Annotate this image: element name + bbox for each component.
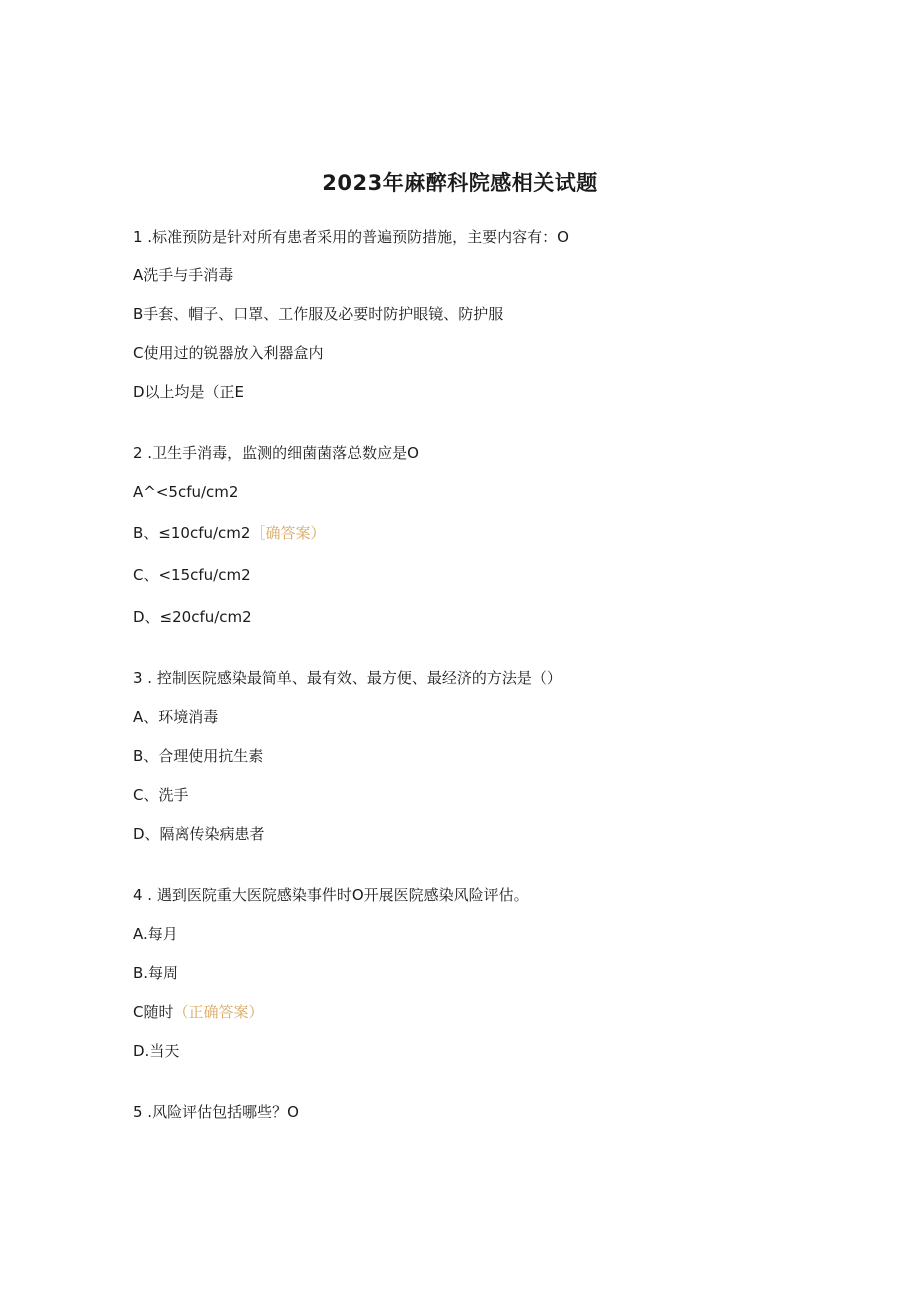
question-3-option-b: B、合理使用抗生素 [133, 747, 264, 765]
question-4-option-d: D.当天 [133, 1042, 180, 1060]
correct-answer-mark: ［确答案） [250, 524, 326, 542]
question-2-option-b [133, 523, 325, 543]
question-4-option-b: B.每周 [133, 964, 179, 982]
question-2-option-c: C、<15cfu∕cm2 [133, 566, 251, 584]
document-title: 2023年麻醉科院感相关试题 [322, 171, 598, 195]
question-2-stem: 2 .卫生手消毒，监测的细菌菌落总数应是O [133, 444, 419, 462]
question-1-option-d: D以上均是（正E [133, 383, 245, 401]
question-2-option-a: A^<5cfu∕cm2 [133, 483, 239, 501]
option-text: B、≤10cfu∕cm2 [133, 524, 251, 542]
question-3-stem: 3 . 控制医院感染最简单、最有效、最方便、最经济的方法是（） [133, 669, 562, 687]
question-1-option-b: B手套、帽子、口罩、工作服及必要时防护眼镜、防护服 [133, 305, 504, 323]
correct-answer-mark: （正确答案） [173, 1003, 264, 1021]
question-4-option-c [133, 1002, 264, 1022]
question-1-option-a: A洗手与手消毒 [133, 266, 234, 284]
question-5-stem: 5 .风险评估包括哪些？O [133, 1103, 299, 1121]
question-1-stem: 1 .标准预防是针对所有患者采用的普遍预防措施，主要内容有：O [133, 228, 569, 246]
question-4-option-a: A.每月 [133, 925, 178, 943]
question-1-option-c: C使用过的锐器放入利器盒内 [133, 344, 324, 362]
question-3-option-a: A、环境消毒 [133, 708, 219, 726]
question-2-option-d: D、≤20cfu∕cm2 [133, 608, 252, 626]
question-3-option-c: C、洗手 [133, 786, 189, 804]
option-text: C随时 [133, 1003, 174, 1021]
question-3-option-d: D、隔离传染病患者 [133, 825, 265, 843]
question-4-stem: 4 . 遇到医院重大医院感染事件时O开展医院感染风险评估。 [133, 886, 529, 904]
